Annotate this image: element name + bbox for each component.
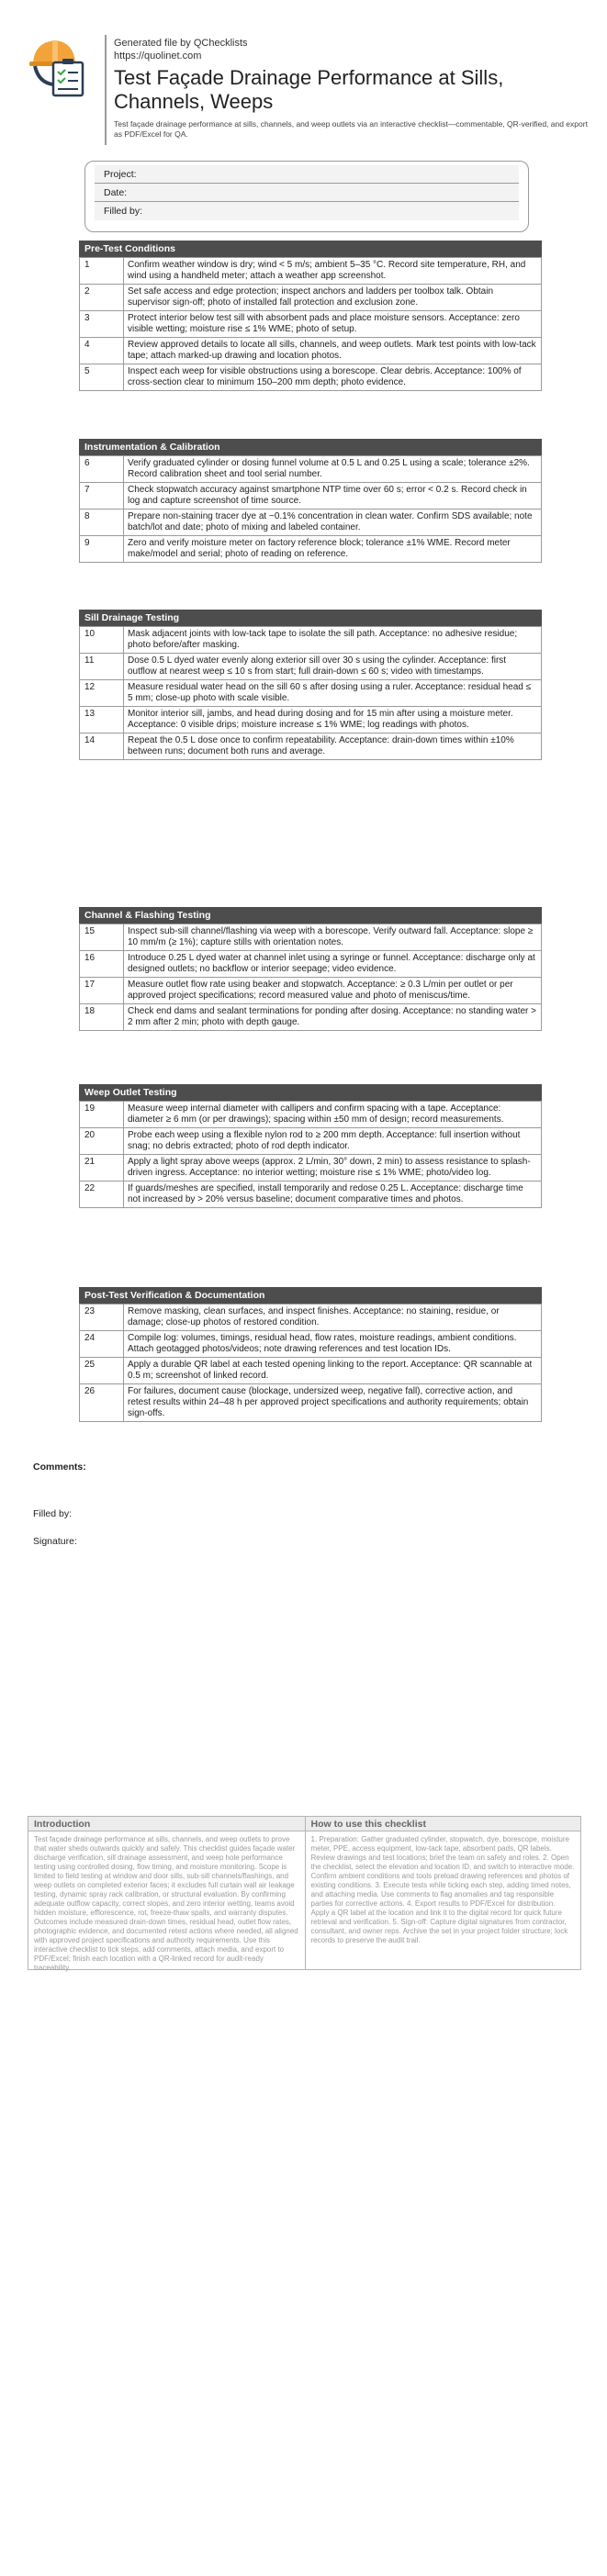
introduction-column [28,1817,305,1972]
table-row[interactable] [80,1102,542,1128]
step-text: Repeat the 0.5 L dose once to confirm repeatability. Acceptance: drain-down times within ±10% between runs; document both runs and average. [124,734,542,760]
table-row[interactable] [80,707,542,734]
table-row[interactable] [80,1182,542,1208]
step-number: 9 [80,536,124,563]
howto-column [305,1817,581,1969]
comments-label: Comments: [33,1462,86,1473]
checklist-table [79,626,542,760]
section-1 [79,439,542,563]
step-text: Monitor interior sill, jambs, and head during dosing and for 15 min after using a moisture meter. Acceptance: 0 visible drips; moisture increase ≤ 1% WME; log readings with photos. [124,707,542,734]
section-4 [79,1084,542,1208]
howto-heading: How to use this checklist [306,1817,581,1831]
step-text: For failures, document cause (blockage, undersized weep, negative fall), corrective action, and retest results within 24–48 h per approved project specifications and authority requirements; obtain sign-offs. [124,1384,542,1422]
step-number: 24 [80,1331,124,1358]
section-heading: Instrumentation & Calibration [79,439,542,455]
table-row[interactable] [80,1004,542,1031]
step-number: 12 [80,680,124,707]
table-row[interactable] [80,978,542,1004]
header-divider [105,35,107,145]
step-text: Measure weep internal diameter with callipers and confirm spacing with a tape. Acceptance: diameter ≥ 6 mm (or per drawings); spacing within ±50 mm of design; record measurements. [124,1102,542,1128]
introduction-text: Test façade drainage performance at sills, channels, and weep outlets to prove that water sheds outwards quickly and safely. This checklist guides façade water discharge verification, sill drainage assessment, and weep hole performance testing using controlled dosing, flow timing, and moisture monitoring. Scope is limited to field testing at window and door sills, sub-sill channels/flashings, and weep outlets on completed exterior faces; it excludes full curtain wall air leakage testing, dynamic spray rack calibration, or structural evaluation. By confirming adequate outflow capacity, correct slopes, and zero interior wetting, teams avoid hidden moisture, efflorescence, rot, freeze-thaw spalls, and warranty disputes. Outcomes include measured drain-down times, residual head, outlet flow rates, photographic evidence, and documented retest actions where needed, all aligned with approved project specifications and authority requirements. Use this interactive checklist to tick steps, add comments, attach media, and export to PDF/Excel; finish each location with a QR-linked record for audit-ready traceability. [34,1835,298,1972]
step-text: Inspect each weep for visible obstructions using a borescope. Clear debris. Acceptance: 100% of cross-section clear to minimum 150–200 mm depth; photo evidence. [124,364,542,391]
step-text: Inspect sub-sill channel/flashing via weep with a borescope. Verify outward fall. Acceptance: slope ≥ 10 mm/m (≥ 1%); capture stills with orientation notes. [124,924,542,951]
table-row[interactable] [80,1155,542,1182]
info-panel [28,1816,581,1970]
step-text: Check end dams and sealant terminations for ponding after dosing. Acceptance: no standing water > 2 mm after 2 min; photo with depth gauge. [124,1004,542,1031]
header-text [114,37,591,140]
step-text: Dose 0.5 L dyed water evenly along exterior sill over 30 s using the cylinder. Acceptance: first outflow at nearest weep ≤ 10 s from start; full drain-down ≤ 60 s; video with timestamps. [124,654,542,680]
step-number: 1 [80,258,124,285]
checklist-table [79,455,542,563]
step-text: Mask adjacent joints with low-tack tape to isolate the sill path. Acceptance: no adhesive residue; photo before/after masking. [124,627,542,654]
step-text: Measure residual water head on the sill 60 s after dosing using a ruler. Acceptance: residual head ≤ 5 mm; close-up photo with scale visible. [124,680,542,707]
step-number: 20 [80,1128,124,1155]
step-number: 17 [80,978,124,1004]
step-number: 6 [80,456,124,483]
logo-hardhat-checklist-icon [26,35,90,97]
step-number: 7 [80,483,124,510]
step-number: 25 [80,1358,124,1384]
table-row[interactable] [80,734,542,760]
step-text: Prepare non-staining tracer dye at ~0.1% concentration in clean water. Confirm SDS available; note batch/lot and date; photo of mixing and labeled container. [124,510,542,536]
step-number: 8 [80,510,124,536]
step-text: Apply a durable QR label at each tested opening linking to the report. Acceptance: QR scannable at 0.5 m; screenshot of linked record. [124,1358,542,1384]
checklist-table [79,924,542,1031]
step-number: 26 [80,1384,124,1422]
step-text: If guards/meshes are specified, install temporarily and redose 0.25 L. Acceptance: discharge time not increased by > 20% versus baseline; document comparative times and photos. [124,1182,542,1208]
checklist-table [79,1101,542,1208]
step-number: 23 [80,1305,124,1331]
step-text: Probe each weep using a flexible nylon rod to ≥ 200 mm depth. Acceptance: full insertion without snag; no debris extracted; photo of rod depth indicator. [124,1128,542,1155]
step-text: Verify graduated cylinder or dosing funnel volume at 0.5 L and 0.25 L using a scale; tolerance ±2%. Record calibration sheet and tool serial number. [124,456,542,483]
step-number: 21 [80,1155,124,1182]
step-number: 5 [80,364,124,391]
table-row[interactable] [80,627,542,654]
section-2 [79,610,542,760]
step-number: 4 [80,338,124,364]
table-row[interactable] [80,311,542,338]
date-field[interactable]: Date: [95,184,519,202]
table-row[interactable] [80,1305,542,1331]
step-text: Compile log: volumes, timings, residual head, flow rates, moisture readings, ambient conditions. Attach geotagged photos/videos; note drawing references and test location IDs. [124,1331,542,1358]
step-number: 2 [80,285,124,311]
table-row[interactable] [80,364,542,391]
step-number: 15 [80,924,124,951]
step-number: 13 [80,707,124,734]
step-number: 14 [80,734,124,760]
introduction-heading: Introduction [28,1817,305,1831]
step-text: Set safe access and edge protection; inspect anchors and ladders per toolbox talk. Obtain supervisor sign-off; photo of installed fall protection and exclusion zone. [124,285,542,311]
step-number: 18 [80,1004,124,1031]
table-row[interactable] [80,338,542,364]
section-5 [79,1287,542,1422]
step-text: Zero and verify moisture meter on factory reference block; tolerance ±1% WME. Record meter make/model and serial; photo of reading on reference. [124,536,542,563]
step-text: Review approved details to locate all sills, channels, and weep outlets. Mark test points with low-tack tape; attach marked-up drawing and location photos. [124,338,542,364]
table-row[interactable] [80,654,542,680]
table-row[interactable] [80,1384,542,1422]
step-text: Confirm weather window is dry; wind < 5 m/s; ambient 5–35 °C. Record site temperature, RH, and wind using a handheld meter; attach a weather app screenshot. [124,258,542,285]
section-heading: Channel & Flashing Testing [79,907,542,924]
filled-by-label: Filled by: [33,1508,73,1519]
project-info-box [84,161,529,232]
checklist-table [79,257,542,391]
section-heading: Pre-Test Conditions [79,241,542,257]
step-number: 22 [80,1182,124,1208]
step-number: 11 [80,654,124,680]
section-0 [79,241,542,391]
table-row[interactable] [80,951,542,978]
header [26,28,586,147]
table-row[interactable] [80,483,542,510]
page-title: Test Façade Drainage Performance at Sills, Channels, Weeps [114,66,504,113]
section-heading: Sill Drainage Testing [79,610,542,626]
site-url[interactable]: https://quolinet.com [114,50,202,62]
step-text: Apply a light spray above weeps (approx. 2 L/min, 30° down, 2 min) to assess resistance to splash-driven ingress. Acceptance: no interior wetting; moisture rise ≤ 1% WME; photo/video log. [124,1155,542,1182]
generated-by: Generated file by QChecklists [114,38,248,49]
table-row[interactable] [80,285,542,311]
table-row[interactable] [80,510,542,536]
step-text: Measure outlet flow rate using beaker and stopwatch. Acceptance: ≥ 0.3 L/min per outlet or per approved project specifications; record measured value and photo of meniscus/time. [124,978,542,1004]
table-row[interactable] [80,924,542,951]
table-row[interactable] [80,1358,542,1384]
section-3 [79,907,542,1031]
step-number: 3 [80,311,124,338]
step-text: Check stopwatch accuracy against smartphone NTP time over 60 s; error < 0.2 s. Record check in log and capture screenshot of time source. [124,483,542,510]
step-number: 19 [80,1102,124,1128]
table-row[interactable] [80,680,542,707]
table-row[interactable] [80,1128,542,1155]
table-row[interactable] [80,1331,542,1358]
table-row[interactable] [80,258,542,285]
section-heading: Post-Test Verification & Documentation [79,1287,542,1304]
step-text: Remove masking, clean surfaces, and inspect finishes. Acceptance: no staining, residue, or damage; close-up photos of restored condition. [124,1305,542,1331]
step-number: 16 [80,951,124,978]
page-subtitle: Test façade drainage performance at sills, channels, and weep outlets via an interactive checklist—commentable, QR-verified, and export as PDF/Excel for QA. [114,119,588,139]
step-text: Protect interior below test sill with absorbent pads and place moisture sensors. Acceptance: zero visible wetting; moisture rise ≤ 1% WME; photo of setup. [124,311,542,338]
signature-label: Signature: [33,1536,77,1547]
howto-text: 1. Preparation: Gather graduated cylinder, stopwatch, dye, borescope, moisture meter, PPE, access equipment, low-tack tape, absorbent pads, QR labels. Review drawings and test locations; brief the team on safety and roles. 2. Open the checklist, select the elevation and location ID, and switch to interactive mode. Confirm ambient conditions and tools preload drawing references and photos of existing conditions. 3. Execute tests while ticking each step, adding timed notes, and attaching media. Use comments to flag anomalies and tag responsible parties for corrective actions. 4. Export results to PDF/Excel for distribution. Apply a QR label at the location and link it to the digital record for quick future retrieval and verification. 5. Sign-off: Capture digital signatures from contractor, consultant, and owner reps. Archive the set in your project folder structure; lock records to preserve the audit trail. [310,1835,575,1944]
filled-by-field[interactable]: Filled by: [95,202,519,220]
step-number: 10 [80,627,124,654]
step-text: Introduce 0.25 L dyed water at channel inlet using a syringe or funnel. Acceptance: discharge only at designed outlets; no backflow or interior seepage; video evidence. [124,951,542,978]
project-field[interactable]: Project: [95,165,519,184]
table-row[interactable] [80,456,542,483]
checklist-table [79,1304,542,1422]
table-row[interactable] [80,536,542,563]
section-heading: Weep Outlet Testing [79,1084,542,1101]
